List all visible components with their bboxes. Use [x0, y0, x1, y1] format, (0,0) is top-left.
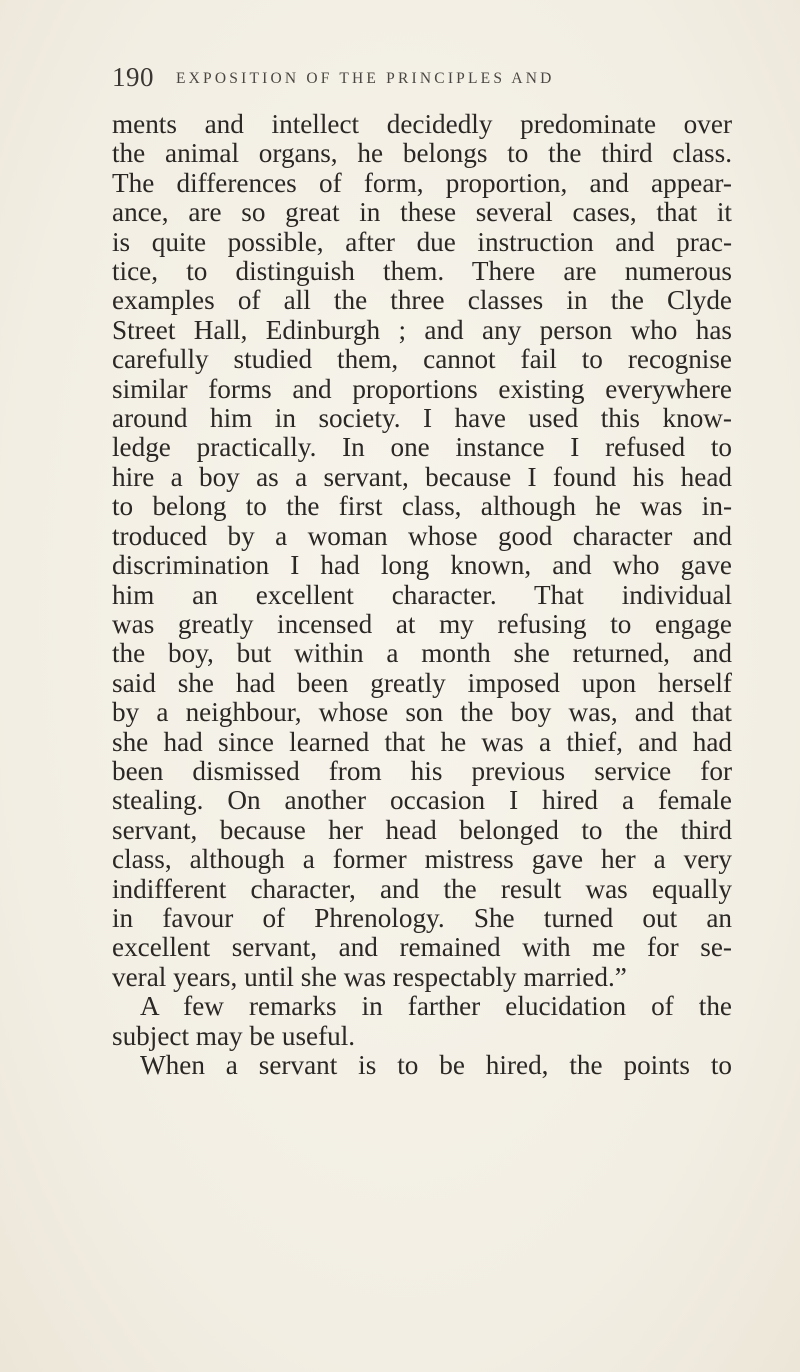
text-line: to belong to the first class, although he was in- [112, 491, 732, 522]
text-line: ledge practically. In one instance I refused to [112, 432, 732, 463]
text-line: around him in society. I have used this know- [112, 403, 732, 434]
text-line: subject may be useful. [112, 1020, 356, 1051]
text-line: similar forms and proportions existing everywhere [112, 373, 732, 404]
text-line: been dismissed from his previous service for [112, 755, 732, 786]
text-line: ments and intellect decidedly predominate over [112, 109, 732, 139]
text-line: examples of all the three classes in the Clyde [112, 285, 732, 316]
text-line: troduced by a woman whose good character and [112, 520, 732, 551]
text-line: she had since learned that he was a thief, and had [112, 726, 732, 757]
text-line: hire a boy as a servant, because I found his head [112, 461, 732, 492]
page-number: 190 [112, 62, 154, 92]
text-line: discrimination I had long known, and who gave [112, 550, 732, 581]
text-line: by a neighbour, whose son the boy was, and that [112, 697, 732, 728]
text-line: indifferent character, and the result was equally [112, 873, 732, 904]
text-line: him an excellent character. That individual [112, 579, 732, 610]
text-line: stealing. On another occasion I hired a female [112, 785, 732, 816]
text-line: A few remarks in farther elucidation of the [140, 991, 732, 1022]
text-line: said she had been greatly imposed upon herself [112, 667, 732, 698]
text-line: excellent servant, and remained with me for se- [112, 932, 732, 963]
text-line: is quite possible, after due instruction and prac- [112, 226, 732, 257]
text-line: Street Hall, Edinburgh ; and any person who has [112, 314, 732, 345]
text-line: The differences of form, proportion, and appear- [112, 167, 732, 198]
text-line: in favour of Phrenology. She turned out an [112, 902, 732, 933]
text-line: tice, to distinguish them. There are numerous [112, 256, 732, 287]
text-line: When a servant is to be hired, the points to [140, 1050, 732, 1080]
text-line: class, although a former mistress gave her a very [112, 844, 732, 875]
text-line: was greatly incensed at my refusing to engage [112, 608, 732, 639]
running-head: EXPOSITION OF THE PRINCIPLES AND [176, 70, 555, 87]
text-line: the boy, but within a month she returned, and [112, 638, 732, 669]
text-line: carefully studied them, cannot fail to recognise [112, 344, 732, 375]
text-line: ance, are so great in these several cases, that it [112, 197, 732, 228]
page-header [112, 62, 732, 102]
text-line: servant, because her head belonged to the third [112, 814, 732, 845]
body-text [112, 110, 732, 1080]
text-line: veral years, until she was respectably married.” [112, 961, 627, 992]
text-line: the animal organs, he belongs to the third class. [112, 138, 732, 169]
